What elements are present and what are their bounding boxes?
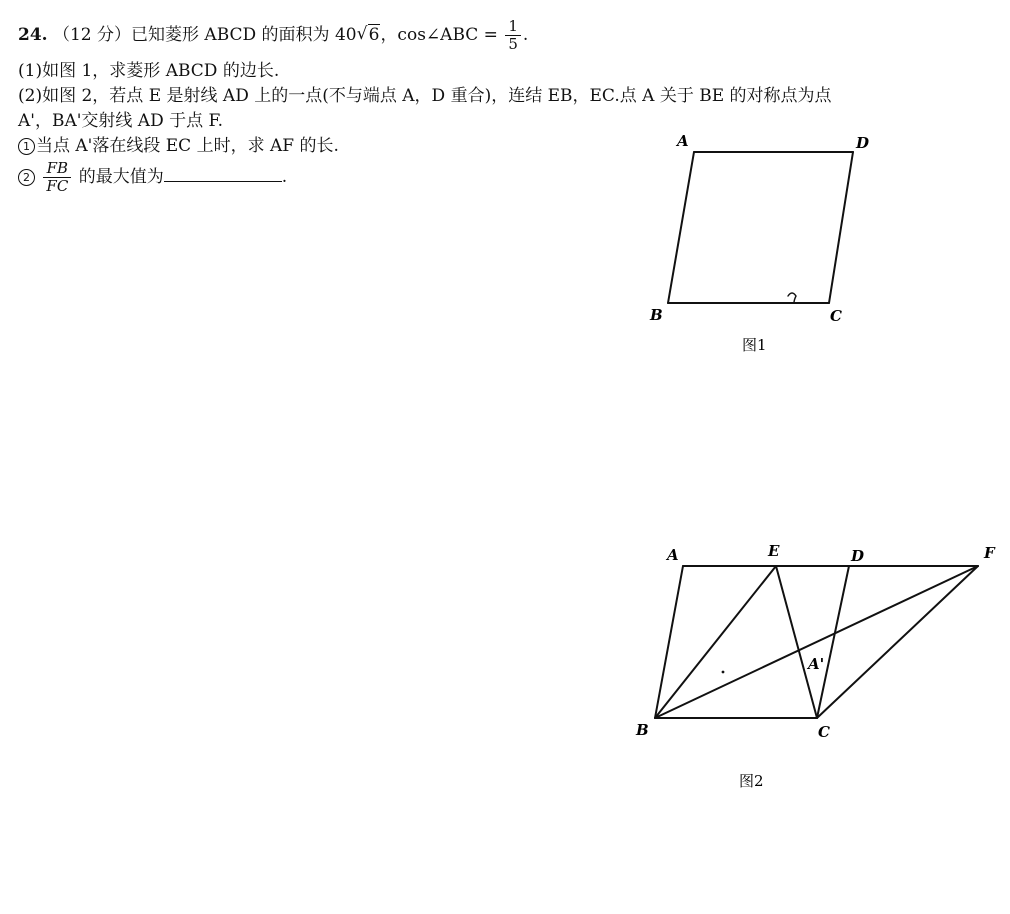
part-2-line-2: A'，BA'交射线 AD 于点 F. — [18, 111, 224, 131]
sqrt-expression: √ 6 — [356, 24, 380, 45]
fraction-numerator: FB — [43, 160, 71, 178]
fig2-stray-dot — [722, 671, 725, 674]
fig2-label-b: B — [636, 721, 649, 739]
part-1: (1)如图 1，求菱形 ABCD 的边长. — [18, 61, 280, 81]
fig1-edge-ba — [668, 152, 694, 303]
fig2-label-d: D — [851, 547, 865, 565]
fig2-line-bf — [655, 566, 978, 718]
sub2-end: . — [281, 167, 288, 187]
cos-numerator: 1 — [505, 18, 521, 36]
sub1-marker: 1 — [18, 138, 35, 155]
fig2-label-e: E — [768, 542, 780, 560]
fig1-label-d: D — [856, 134, 870, 152]
sub1-text: 当点 A'落在线段 EC 上时，求 AF 的长. — [36, 136, 339, 156]
fig2-label-aprime: A' — [808, 655, 825, 673]
fig2-caption: 图2 — [739, 772, 764, 790]
sub2-text: 的最大值为 — [78, 167, 164, 187]
fig1-label-b: B — [650, 306, 663, 324]
fig2-label-c: C — [818, 723, 830, 741]
fig1-edge-dc — [829, 152, 853, 303]
problem-intro: 已知菱形 ABCD 的面积为 40 — [131, 25, 357, 45]
sqrt-radicand: 6 — [368, 25, 380, 45]
problem-score: （12 分） — [52, 25, 132, 45]
fig1-label-c: C — [830, 307, 842, 325]
fig2-edge-cd — [817, 566, 849, 718]
fig1-stray-mark — [788, 293, 796, 303]
cos-text: ，cos∠ABC = — [380, 25, 498, 45]
fig2-line-be — [655, 566, 776, 718]
fig2-line-cf — [817, 566, 978, 718]
sub2-marker: 2 — [18, 169, 35, 186]
fig2-line-ec — [776, 566, 817, 718]
end-period: . — [522, 25, 529, 45]
fig1-label-a: A — [677, 132, 689, 150]
problem-number: 24. — [18, 25, 48, 45]
fig2-edge-ab — [655, 566, 683, 718]
fig2-label-a: A — [667, 546, 679, 564]
cos-denominator: 5 — [508, 35, 518, 53]
part-2-line-1: (2)如图 2，若点 E 是射线 AD 上的一点(不与端点 A，D 重合)，连结 EB，EC.点 A 关于 BE 的对称点为点 — [18, 86, 832, 106]
fraction-denominator: FC — [46, 177, 69, 195]
fig2-label-f: F — [984, 544, 995, 562]
fig1-caption: 图1 — [742, 336, 767, 354]
